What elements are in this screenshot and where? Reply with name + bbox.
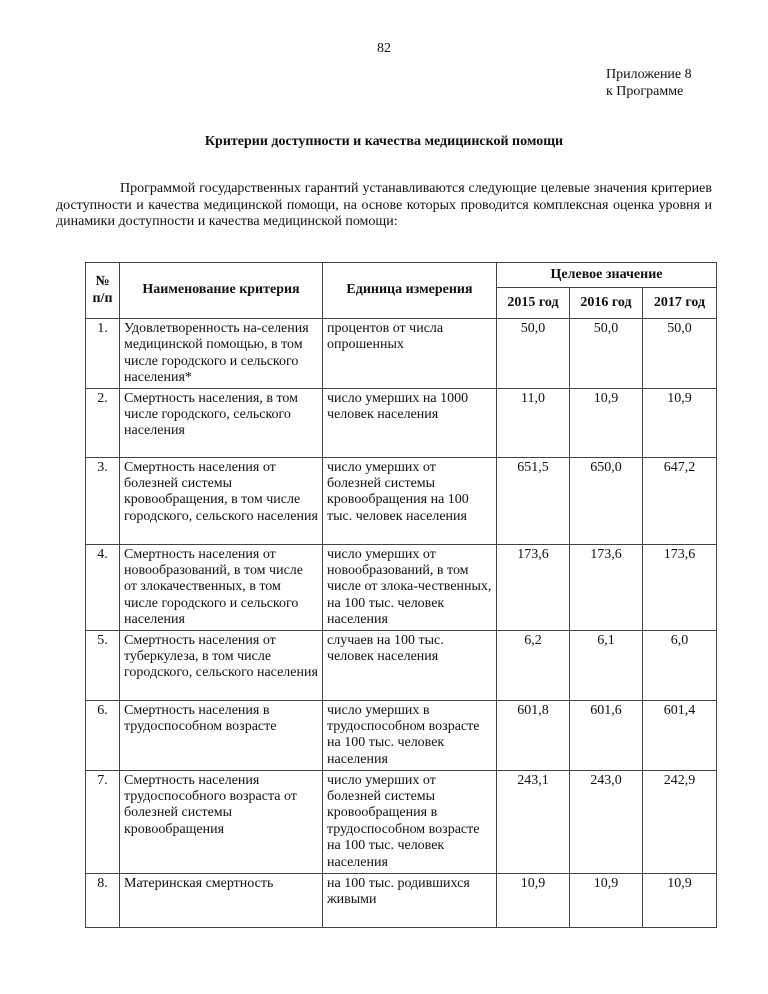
row-number: 5. bbox=[86, 630, 120, 700]
value-2016: 601,6 bbox=[570, 700, 643, 770]
criterion-unit: число умерших на 1000 человек населения bbox=[323, 388, 497, 457]
criterion-name: Смертность населения в трудоспособном возрасте bbox=[120, 700, 323, 770]
table-row bbox=[86, 630, 717, 700]
value-2016: 10,9 bbox=[570, 873, 643, 927]
criterion-unit: число умерших от новообразований, в том числе от злока-чественных, на 100 тыс. человек населения bbox=[323, 544, 497, 630]
criterion-name: Удовлетворенность на-селения медицинской помощью, в том числе городского и сельского населения* bbox=[120, 319, 323, 389]
criterion-unit: число умерших от болезней системы кровообращения в трудоспособном возрасте на 100 тыс. человек населения bbox=[323, 770, 497, 873]
criterion-name: Смертность населения, в том числе городского, сельского населения bbox=[120, 388, 323, 457]
appendix-line-2: к Программе bbox=[606, 84, 684, 99]
table-row bbox=[86, 319, 717, 389]
header-year-2015: 2015 год bbox=[497, 288, 570, 319]
row-number: 8. bbox=[86, 873, 120, 927]
value-2016: 50,0 bbox=[570, 319, 643, 389]
criterion-unit: процентов от числа опрошенных bbox=[323, 319, 497, 389]
value-2015: 601,8 bbox=[497, 700, 570, 770]
value-2016: 10,9 bbox=[570, 388, 643, 457]
header-year-2017: 2017 год bbox=[643, 288, 717, 319]
value-2017: 50,0 bbox=[643, 319, 717, 389]
value-2017: 601,4 bbox=[643, 700, 717, 770]
row-number: 6. bbox=[86, 700, 120, 770]
row-number: 2. bbox=[86, 388, 120, 457]
criterion-name: Смертность населения трудоспособного возраста от болезней системы кровообращения bbox=[120, 770, 323, 873]
value-2015: 243,1 bbox=[497, 770, 570, 873]
criterion-unit: число умерших от болезней системы кровообращения на 100 тыс. человек населения bbox=[323, 457, 497, 544]
value-2017: 647,2 bbox=[643, 457, 717, 544]
criteria-table bbox=[85, 262, 717, 928]
value-2015: 173,6 bbox=[497, 544, 570, 630]
header-year-2016: 2016 год bbox=[570, 288, 643, 319]
table-row bbox=[86, 700, 717, 770]
intro-paragraph: Программой государственных гарантий устанавливаются следующие целевые значения критериев доступности и качества медицинской помощи, на основе которых проводится комплексная оценка уровня и динамики доступности и качества медицинской помощи: bbox=[56, 181, 712, 230]
value-2015: 10,9 bbox=[497, 873, 570, 927]
row-number: 7. bbox=[86, 770, 120, 873]
table-row bbox=[86, 544, 717, 630]
table-row bbox=[86, 873, 717, 927]
document-title: Критерии доступности и качества медицинской помощи bbox=[204, 134, 564, 149]
criterion-name: Смертность населения от новообразований, в том числе от злокачественных, в том числе городского и сельского населения bbox=[120, 544, 323, 630]
criterion-unit: случаев на 100 тыс. человек населения bbox=[323, 630, 497, 700]
value-2016: 173,6 bbox=[570, 544, 643, 630]
appendix-label bbox=[606, 66, 692, 100]
table-row bbox=[86, 457, 717, 544]
value-2016: 243,0 bbox=[570, 770, 643, 873]
value-2015: 50,0 bbox=[497, 319, 570, 389]
appendix-line-1: Приложение 8 bbox=[606, 67, 692, 82]
table-row bbox=[86, 770, 717, 873]
value-2017: 10,9 bbox=[643, 388, 717, 457]
criterion-unit: число умерших в трудоспособном возрасте на 100 тыс. человек населения bbox=[323, 700, 497, 770]
value-2017: 173,6 bbox=[643, 544, 717, 630]
criterion-name: Материнская смертность bbox=[120, 873, 323, 927]
criterion-unit: на 100 тыс. родившихся живыми bbox=[323, 873, 497, 927]
header-target-value: Целевое значение bbox=[497, 263, 717, 288]
table-row bbox=[86, 388, 717, 457]
header-unit: Единица измерения bbox=[323, 263, 497, 319]
value-2015: 651,5 bbox=[497, 457, 570, 544]
value-2015: 6,2 bbox=[497, 630, 570, 700]
header-name: Наименование критерия bbox=[120, 263, 323, 319]
value-2017: 6,0 bbox=[643, 630, 717, 700]
page-number: 82 bbox=[377, 41, 391, 56]
row-number: 1. bbox=[86, 319, 120, 389]
value-2017: 10,9 bbox=[643, 873, 717, 927]
value-2015: 11,0 bbox=[497, 388, 570, 457]
value-2016: 6,1 bbox=[570, 630, 643, 700]
value-2017: 242,9 bbox=[643, 770, 717, 873]
header-num: № п/п bbox=[86, 263, 120, 319]
value-2016: 650,0 bbox=[570, 457, 643, 544]
criterion-name: Смертность населения от туберкулеза, в том числе городского, сельского населения bbox=[120, 630, 323, 700]
row-number: 3. bbox=[86, 457, 120, 544]
criterion-name: Смертность населения от болезней системы кровообращения, в том числе городского, сельского населения bbox=[120, 457, 323, 544]
row-number: 4. bbox=[86, 544, 120, 630]
